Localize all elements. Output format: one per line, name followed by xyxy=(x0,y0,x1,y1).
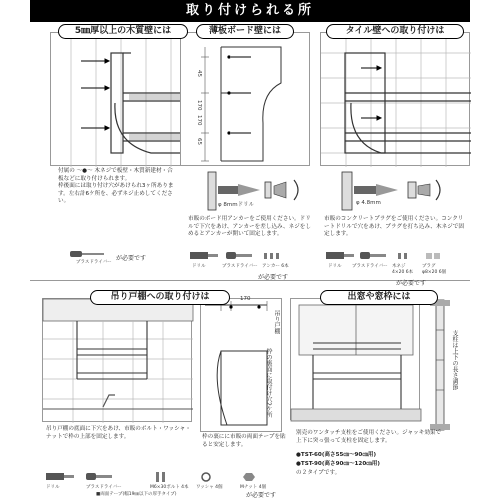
board-dim-170-b: 170 xyxy=(196,115,202,126)
cabinet-caption: 吊り戸棚の底面に下穴をあけ、市販のボルト・ワッシャ・ナットで枠の上部を固定します。 xyxy=(46,426,191,440)
window-types-note: の２タイプです。 xyxy=(296,470,341,476)
cabinet-dim-170: 170 xyxy=(240,296,251,302)
board-dim-65: 65 xyxy=(196,138,202,145)
window-model-90: ●TST-90(高さ90㎝〜120㎝用) xyxy=(296,461,380,467)
pole-adjust-label: 支柱は上下の長さ調節 xyxy=(451,330,458,390)
board-wall-caption: 市販のボード用アンカーをご使用ください。ドリルで下穴をあけ、アンカーを差し込み、ネジをしめるとアンカーが開いて固定します。 xyxy=(188,216,311,238)
tile-tool-drill: ドリル xyxy=(328,264,342,269)
wood-wall-caption: 付属の 〜●〜 木ネジで板壁・木質新建材・合板などに取り付けられます。 枠後面には取り付け穴があけられ3ヶ所あります。左右計6ケ所を、必ずネジ止めしてください。 xyxy=(58,168,174,205)
page-title: 取り付けられる所 xyxy=(30,0,470,22)
cabinet-tool-drill: ドリル xyxy=(46,485,60,490)
cabinet-tape-note: ■両面テープ(幅19㎜以下の厚手タイプ) xyxy=(96,492,177,497)
tile-tool-wood-screw: 木ネジ 4×20 6本 xyxy=(392,264,414,275)
tile-wall-caption: 市販のコンクリートプラグをご使用ください。コンクリートドリルで穴をあけ、プラグを打ち込み、木ネジで固定します。 xyxy=(324,216,464,238)
board-dim-45: 45 xyxy=(196,70,202,77)
cabinet-need-text: が必要です xyxy=(246,492,277,499)
shelf-on-wood-wall-illustration xyxy=(51,33,197,167)
screwdriver-icon xyxy=(70,250,110,258)
cabinet-inner-caption: 枠の裏にに市販の両面テープを貼ると安定します。 xyxy=(202,434,286,448)
tile-need-text: が必要です xyxy=(396,280,427,287)
section-window-scene xyxy=(290,298,420,420)
board-need-text: が必要です xyxy=(258,274,289,281)
wood-wall-need-text: が必要です xyxy=(116,255,147,262)
tile-tool-screwdriver: プラスドライバー xyxy=(352,264,388,269)
cabinet-tool-nut: Mナット 4個 xyxy=(240,485,267,490)
section-heading-cabinet: 吊り戸棚への取り付けは xyxy=(90,290,230,305)
tile-drill-size: φ 4.8mm xyxy=(356,200,381,206)
tile-tool-plug: プラグ φ8×20 6個 xyxy=(422,264,447,275)
cabinet-side-note-1: 吊り戸棚 xyxy=(273,310,280,334)
board-dim-170-a: 170 xyxy=(196,100,202,111)
section-board-wall xyxy=(180,32,310,166)
board-tools-icons xyxy=(190,250,310,262)
section-heading-wood-wall: 5㎜厚以上の木質壁には xyxy=(58,24,188,39)
cabinet-tools-icons xyxy=(46,470,286,484)
shelf-on-tile-wall-illustration xyxy=(321,33,471,167)
wood-wall-tool-label: プラスドライバー xyxy=(76,260,112,265)
board-tool-screwdriver: プラスドライバー xyxy=(222,264,258,269)
tile-tools-icons xyxy=(326,250,466,262)
cabinet-side-note-2: 枠の裏面に取付け穴2ケ所 xyxy=(265,348,272,418)
kitchen-cabinet-illustration xyxy=(43,299,193,423)
board-drill-size: φ 8mmドリル xyxy=(218,202,255,208)
section-wood-wall xyxy=(50,32,196,166)
section-heading-tile-wall: タイル壁への取り付けは xyxy=(326,24,464,39)
board-tool-anchor: アンカー 6本 xyxy=(262,264,289,269)
cabinet-tool-washer: ワッシャ 4個 xyxy=(196,485,223,490)
section-tile-wall xyxy=(320,32,470,166)
pole-illustration xyxy=(420,300,470,430)
section-heading-board-wall: 薄板ボード壁には xyxy=(196,24,294,39)
window-shelf-illustration xyxy=(291,299,421,421)
section-heading-window: 出窓や窓枠には xyxy=(320,290,438,305)
section-cabinet-scene xyxy=(42,298,192,422)
window-caption: 別売のワンタッチ支柱をご使用ください。ジャッキ効果で上下に突っ張って支柱を固定します。 xyxy=(296,430,442,444)
plug-drill-illustration xyxy=(324,172,454,212)
cabinet-tool-screwdriver: プラスドライバー xyxy=(86,485,122,490)
window-model-60: ●TST-60(高さ55㎝〜90㎝用) xyxy=(296,452,377,458)
cabinet-tool-bolt: M6×30ボルト 4本 xyxy=(150,485,189,490)
board-tool-drill: ドリル xyxy=(192,264,206,269)
